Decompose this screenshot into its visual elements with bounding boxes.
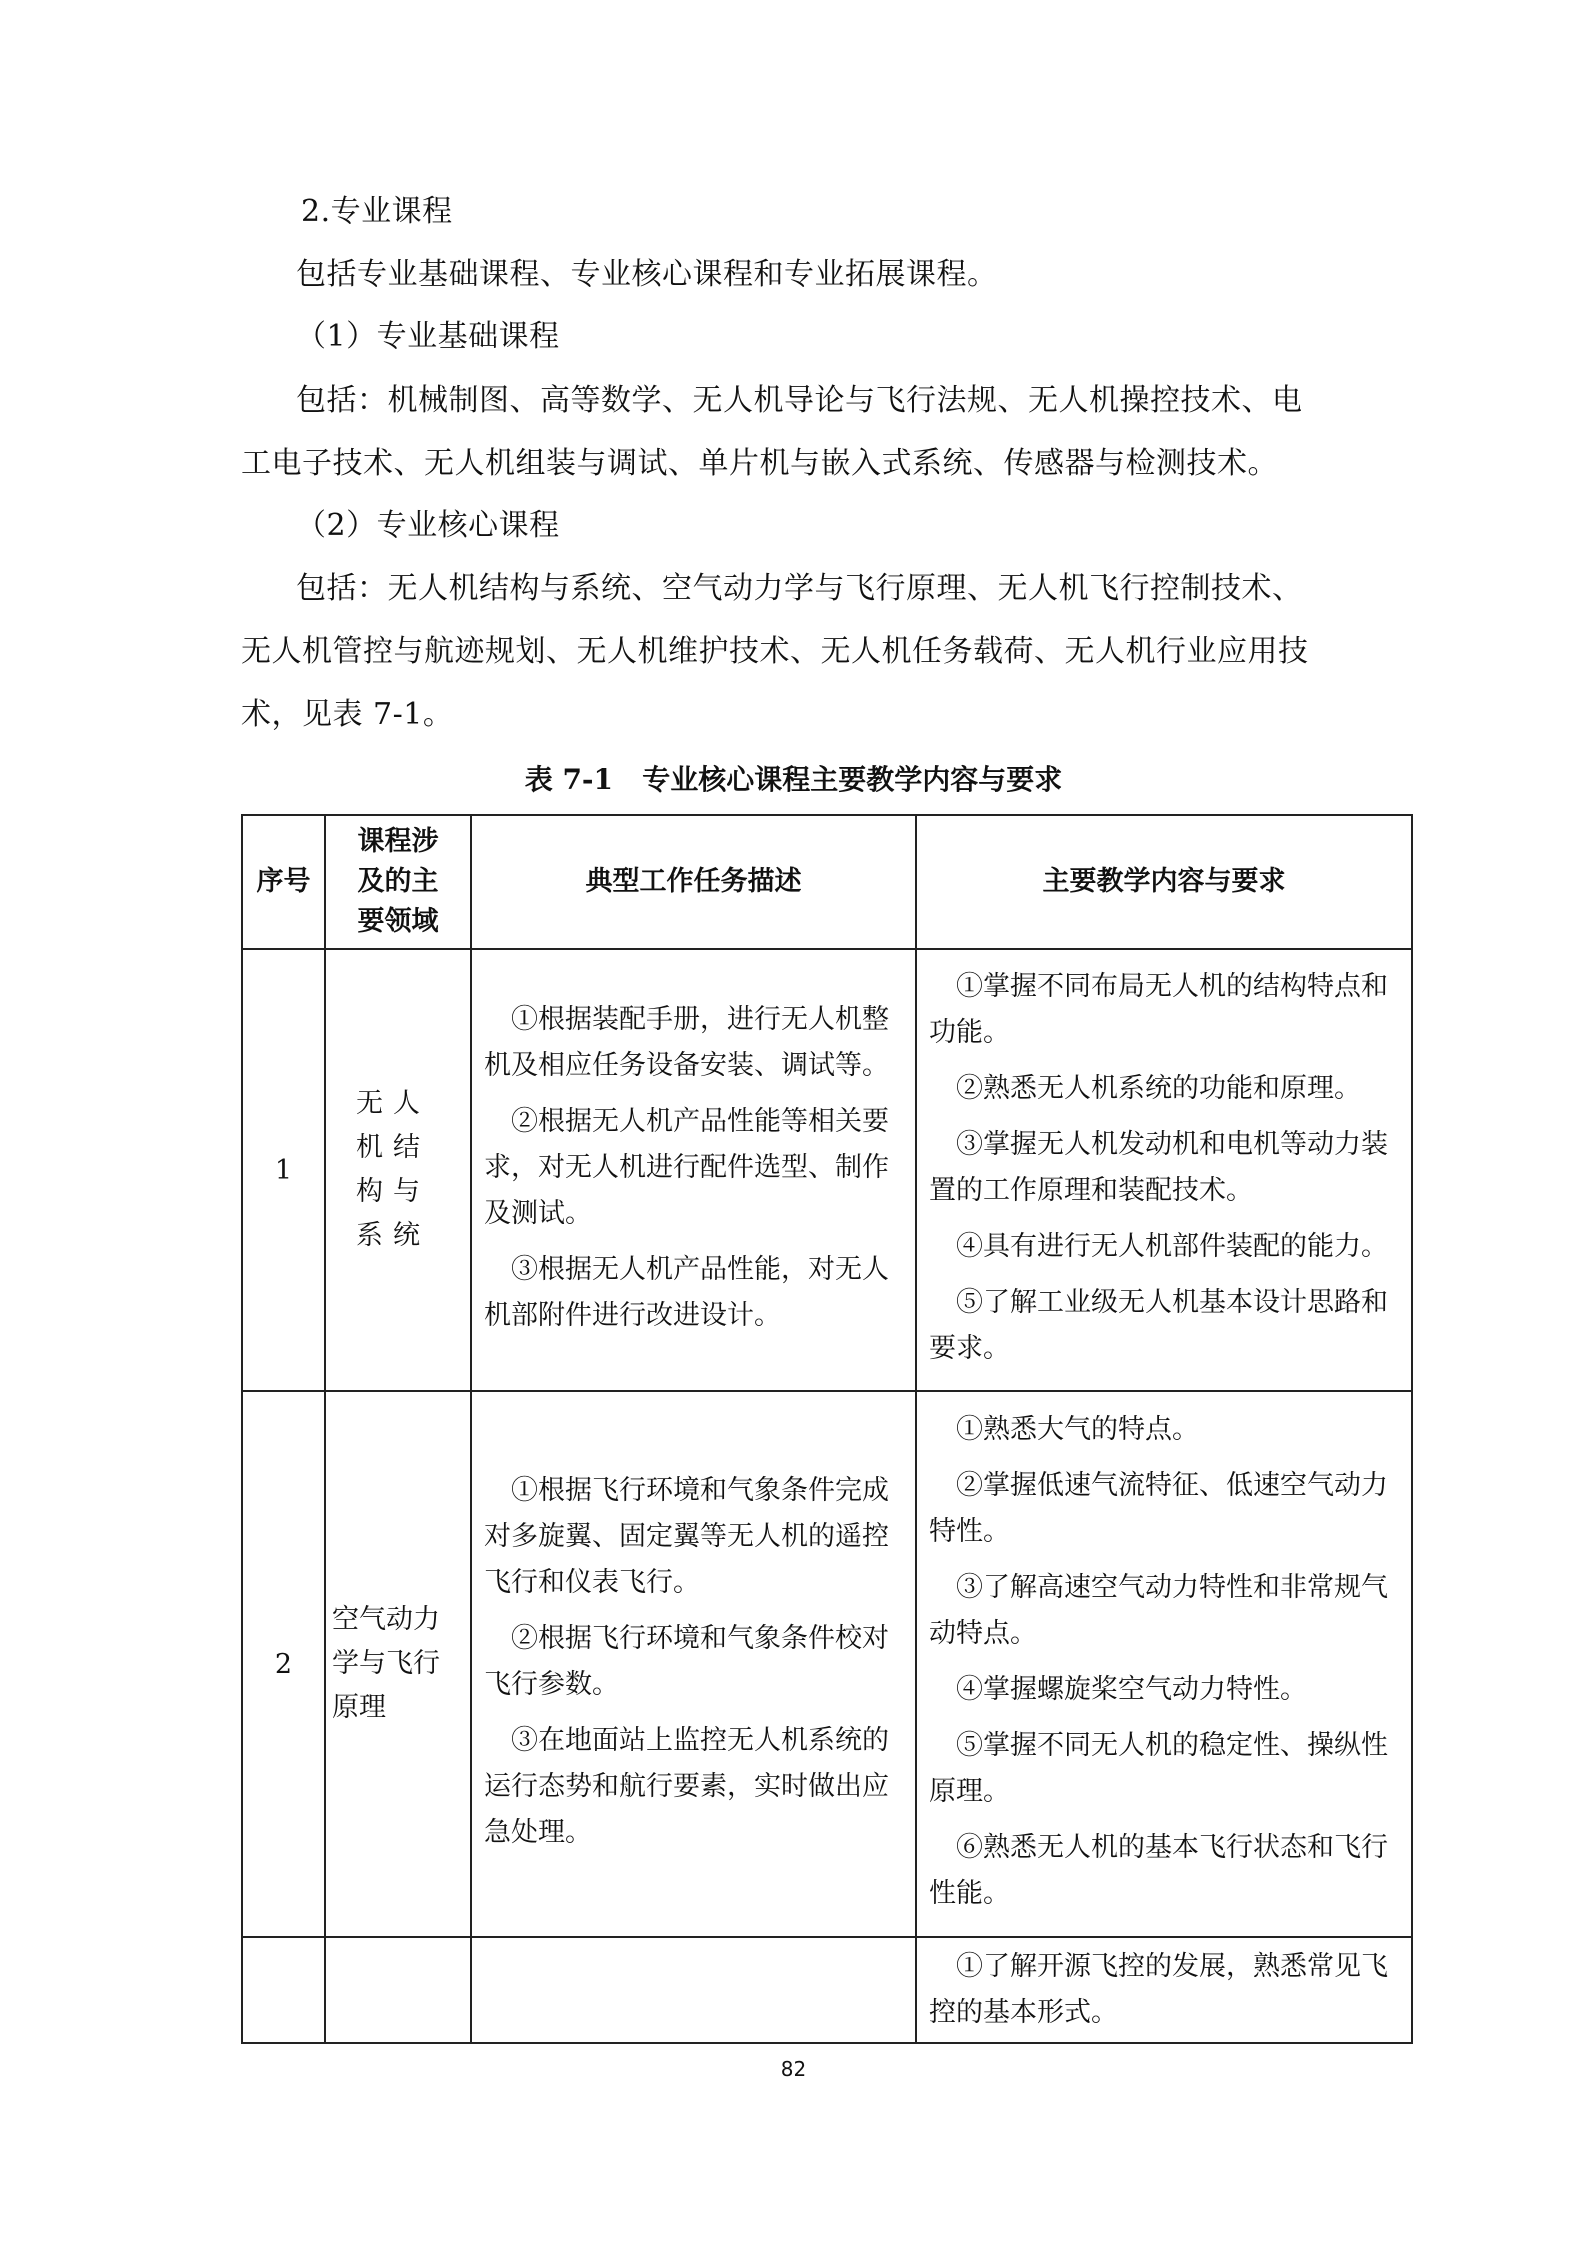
header-area — [325, 815, 471, 949]
core-courses-line-1: 包括：无人机结构与系统、空气动力学与飞行原理、无人机飞行控制技术、 — [296, 571, 1303, 606]
core-courses-line-2: 无人机管控与航迹规划、无人机维护技术、无人机任务载荷、无人机行业应用技 — [241, 634, 1309, 669]
row-2-content-4: ④掌握螺旋桨空气动力特性。 — [956, 1674, 1307, 1705]
header-tasks: 典型工作任务描述 — [471, 815, 916, 949]
intro-paragraph: 包括专业基础课程、专业核心课程和专业拓展课程。 — [296, 257, 998, 292]
row-3-tasks — [471, 1937, 916, 2043]
row-1-content-2: ②熟悉无人机系统的功能和原理。 — [956, 1073, 1361, 1104]
row-1-content-4: ④具有进行无人机部件装配的能力。 — [956, 1231, 1388, 1262]
row-1-task-1: ①根据装配手册，进行无人机整机及相应任务设备安装、调试等。 — [484, 1004, 889, 1081]
row-1-area-cell — [325, 949, 471, 1391]
subsection-title-basic: （1）专业基础课程 — [296, 319, 560, 354]
row-2-task-2: ②根据飞行环境和气象条件校对飞行参数。 — [484, 1623, 889, 1700]
basic-courses-line-1: 包括：机械制图、高等数学、无人机导论与飞行法规、无人机操控技术、电 — [296, 383, 1303, 418]
row-2-tasks — [471, 1391, 916, 1937]
row-2-area: 空气动力学与飞行原理 — [332, 1604, 440, 1723]
table-caption: 表 7-1 专业核心课程主要教学内容与要求 — [524, 763, 1063, 796]
row-1-area: 无人机结构与系统 — [356, 1088, 430, 1251]
row-2-task-1: ①根据飞行环境和气象条件完成对多旋翼、固定翼等无人机的遥控飞行和仪表飞行。 — [484, 1475, 889, 1598]
row-1-seq: 1 — [242, 949, 325, 1391]
section-heading: 2.专业课程 — [301, 194, 453, 229]
row-2-content-6: ⑥熟悉无人机的基本飞行状态和飞行性能。 — [929, 1832, 1388, 1909]
row-2-content — [916, 1391, 1412, 1937]
row-2-content-5: ⑤掌握不同无人机的稳定性、操纵性原理。 — [929, 1730, 1388, 1807]
subsection-title-core: （2）专业核心课程 — [296, 508, 560, 543]
row-1-content — [916, 949, 1412, 1391]
table-header-row — [242, 815, 1412, 949]
core-course-table — [241, 814, 1413, 2044]
row-2-seq: 2 — [242, 1391, 325, 1937]
row-2-area-cell — [325, 1391, 471, 1937]
row-1-task-2: ②根据无人机产品性能等相关要求，对无人机进行配件选型、制作及测试。 — [484, 1106, 889, 1229]
basic-courses-line-2: 工电子技术、无人机组装与调试、单片机与嵌入式系统、传感器与检测技术。 — [241, 446, 1278, 481]
page-number: 82 — [780, 2057, 807, 2081]
row-3-content-1: ①了解开源飞控的发展，熟悉常见飞控的基本形式。 — [929, 1951, 1388, 2028]
row-1-content-1: ①掌握不同布局无人机的结构特点和功能。 — [929, 971, 1388, 1048]
row-3-content — [916, 1937, 1412, 2043]
header-area-label: 课程涉及的主要领域 — [357, 826, 439, 937]
row-1-content-3: ③掌握无人机发动机和电机等动力装置的工作原理和装配技术。 — [929, 1129, 1388, 1206]
row-3-seq — [242, 1937, 325, 2043]
row-2-content-2: ②掌握低速气流特征、低速空气动力特性。 — [929, 1470, 1388, 1547]
table-row — [242, 1937, 1412, 2043]
header-seq: 序号 — [242, 815, 325, 949]
row-2-content-3: ③了解高速空气动力特性和非常规气动特点。 — [929, 1572, 1388, 1649]
table-row — [242, 1391, 1412, 1937]
core-courses-line-3: 术，见表 7-1。 — [241, 697, 454, 732]
row-3-area — [325, 1937, 471, 2043]
row-2-content-1: ①熟悉大气的特点。 — [956, 1414, 1199, 1445]
row-1-tasks — [471, 949, 916, 1391]
header-content: 主要教学内容与要求 — [916, 815, 1412, 949]
row-1-task-3: ③根据无人机产品性能，对无人机部附件进行改进设计。 — [484, 1254, 889, 1331]
row-2-task-3: ③在地面站上监控无人机系统的运行态势和航行要素，实时做出应急处理。 — [484, 1725, 889, 1848]
table-row — [242, 949, 1412, 1391]
row-1-content-5: ⑤了解工业级无人机基本设计思路和要求。 — [929, 1287, 1388, 1364]
